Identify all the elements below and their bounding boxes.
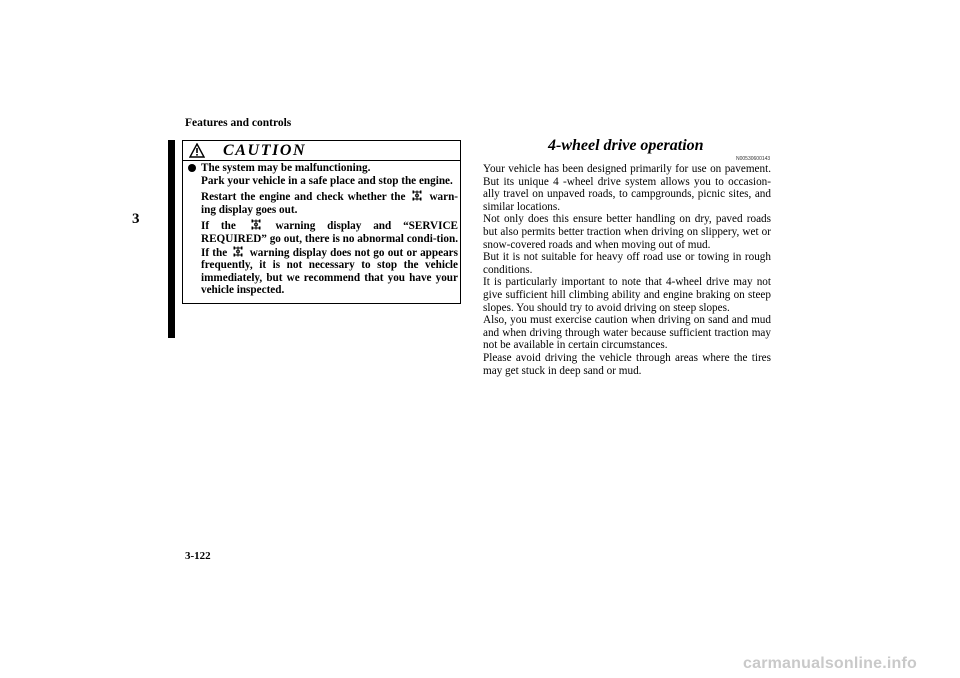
header-title: Features and controls <box>185 117 292 129</box>
page-number: 3-122 <box>185 550 211 562</box>
body-paragraph: Also, you must exercise caution when driving on sand and mud and when driving through water because sufficient traction may not be available in certain circumstances. <box>483 314 771 352</box>
caution-paragraph-3 <box>185 219 458 297</box>
caution-paragraph-2 <box>185 190 458 216</box>
caution-para2-end: warn-ing display goes out. <box>201 191 459 216</box>
caution-title: CAUTION <box>223 142 307 159</box>
warning-triangle-icon <box>189 143 205 158</box>
chapter-sidebar-bar <box>168 140 175 338</box>
caution-body <box>185 162 458 297</box>
caution-para3-start: If the <box>201 220 236 233</box>
bullet-icon <box>188 164 196 172</box>
chapter-number: 3 <box>132 211 140 227</box>
drivetrain-warning-icon <box>233 246 243 257</box>
section-title: 4-wheel drive operation <box>548 137 704 154</box>
body-paragraph: Not only does this ensure better handling on dry, paved roads but also permits better traction when driving on slippery, wet or snow-covered roads and when moving out of mud. <box>483 213 771 251</box>
caution-box <box>182 140 461 304</box>
drivetrain-warning-icon <box>251 219 261 230</box>
drivetrain-warning-icon <box>412 190 422 201</box>
section-body <box>483 163 771 377</box>
caution-para3-middle: warning display and “SERVICE REQUIRED” go out, there is no abnormal condi-tion. If the <box>201 220 459 259</box>
caution-para3-end: warning display does not go out or appears frequently, it is not necessary to stop the vehicle immediately, but we recommend that you have your vehicle inspected. <box>201 246 458 297</box>
caution-line-2: Park your vehicle in a safe place and stop the engine. <box>201 174 453 187</box>
caution-header <box>183 141 460 161</box>
watermark: carmanualsonline.info <box>743 655 918 672</box>
caution-bullet-item <box>185 162 458 175</box>
caution-para2-start: Restart the engine and check whether the <box>201 191 406 204</box>
body-paragraph: But it is not suitable for heavy off road use or towing in rough conditions. <box>483 251 771 276</box>
reference-code: N00530600143 <box>736 156 771 162</box>
caution-line-1: The system may be malfunctioning. <box>201 162 371 174</box>
body-paragraph: It is particularly important to note that 4-wheel drive may not give sufficient hill climbing ability and engine braking on steep slopes. You should try to avoid driving on steep slopes. <box>483 276 771 314</box>
body-paragraph: Your vehicle has been designed primarily for use on pavement. But its unique 4 -wheel drive system allows you to occasion-ally travel on unpaved roads, to campgrounds, picnic sites, and similar locations. <box>483 163 771 213</box>
body-paragraph: Please avoid driving the vehicle through areas where the tires may get stuck in deep sand or mud. <box>483 351 771 377</box>
